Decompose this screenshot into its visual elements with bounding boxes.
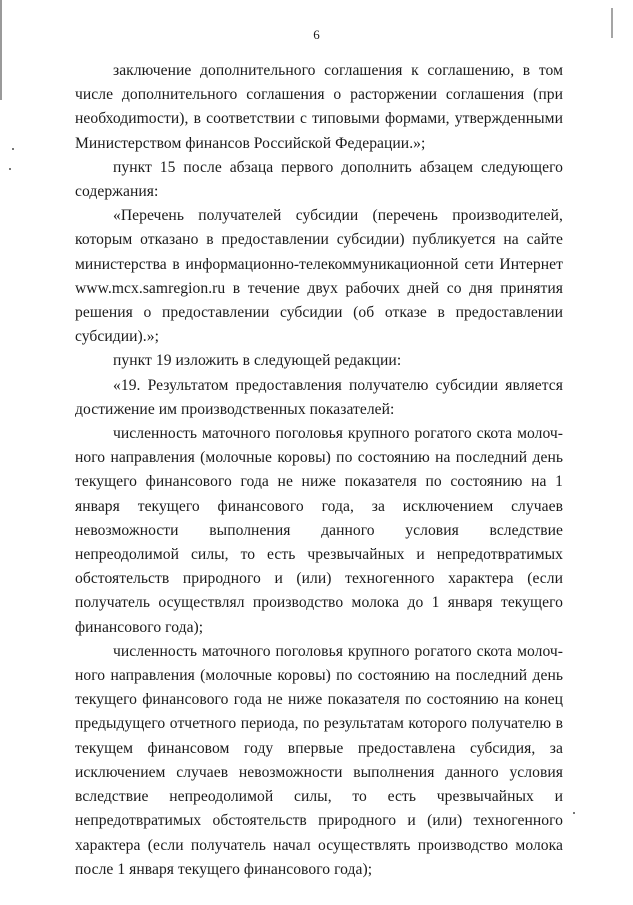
paragraph: пункт 19 изложить в следующей редакции: bbox=[113, 352, 402, 370]
paragraph: заключение дополнительного соглашения к соглашению, в том числе дополнительного соглашения о расторжении соглашения (при необходиmости), в соответствии с типовыми формами, утвержденными Министерством финансов Российской Федерации.»; bbox=[75, 62, 563, 152]
paragraph: «19. Результатом предоставления получателю субсидии является достижение им производственных показателей: bbox=[75, 376, 563, 418]
paragraph: численность маточного поголовья крупного рогатого скота молочного направления (молочные коровы) по состоянию на последний день текущего финансового года не ниже показателя по состоянию на конец предыдущего отчетного периода, по результатам которого получателю в текущем финансовом году впервые предоставлена субсидия, за исключением случаев невозможности выполнения данного условия вследствие непреодолимой силы, то есть чрезвычайных и непредотвратимых обстоятельств природного и (или) техногенного характера (если получатель начал осуществлять производство молока после 1 января текущего финансового года); bbox=[75, 642, 563, 878]
paragraph: пункт 15 после абзаца первого дополнить абзацем следующего содержания: bbox=[75, 158, 563, 201]
scan-speck bbox=[12, 148, 14, 150]
scan-edge-mark bbox=[0, 0, 2, 100]
paragraph: «Перечень получателей субсидии (перечень производителей, которым отказано в предоставлении субсидии) публикуется на сайте министерства в информационно-телекоммуникационной сети Интернет www.mcx.samregion.ru в течение двух рабочих дней со дня принятия решения о предоставлении субсидии (об отказе в предоставлении субсидии).»; bbox=[75, 207, 563, 346]
paragraph: численность маточного поголовья крупного рогатого скота молочного направления (молочные коровы) по состоянию на последний день текущего финансового года не ниже показателя по состоянию на 1 января текущего финансового года, за исключением случаев невозможности выполнения данного условия вследствие непреодолимой силы, то есть чрезвычайных и непредотвратимых обстоятельств природного и (или) техногенного характера (если получатель осуществлял производство молока до 1 января текущего финансового года); bbox=[75, 425, 563, 636]
document-body bbox=[75, 59, 563, 882]
page-number: 6 bbox=[313, 27, 320, 42]
scan-speck bbox=[573, 812, 575, 814]
scan-speck bbox=[9, 168, 11, 170]
